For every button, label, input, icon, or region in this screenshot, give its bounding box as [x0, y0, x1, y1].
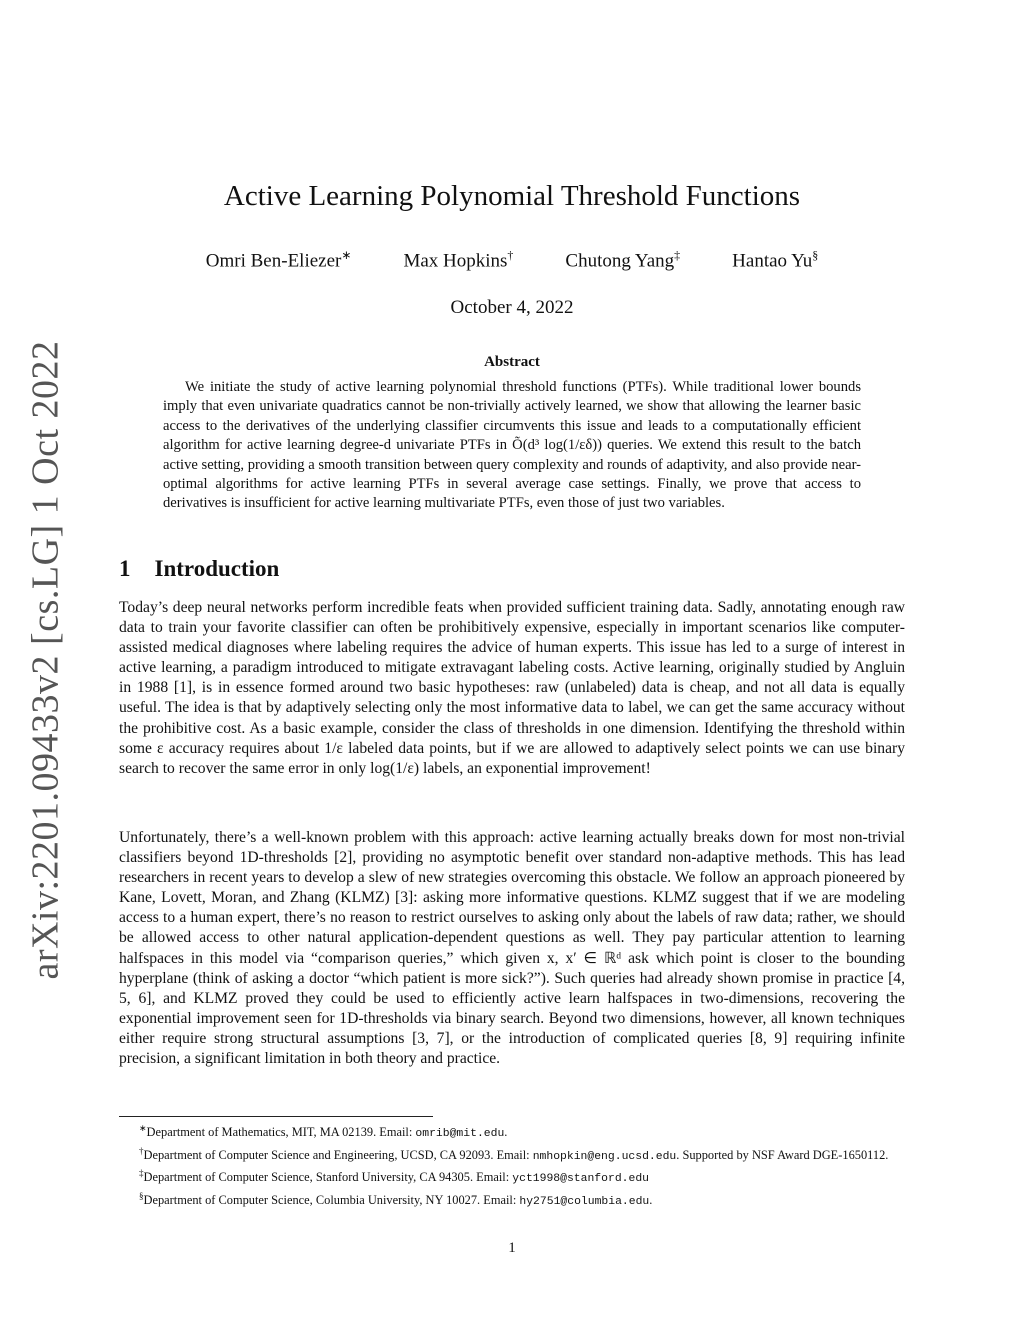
footnote: ∗Department of Mathematics, MIT, MA 02139. Email: omrib@mit.edu.	[139, 1123, 508, 1141]
footnote: §Department of Computer Science, Columbia University, NY 10027. Email: hy2751@columbia.edu.	[139, 1190, 653, 1208]
paper-date: October 4, 2022	[450, 297, 574, 318]
paragraph: Unfortunately, there’s a well-known problem with this approach: active learning actually breaks down for most non-trivial classifiers beyond 1D-thresholds [2], providing no asymptotic benefit over standard non-adaptive methods. This has lead researchers in recent years to develop a slew of new strategies overcoming this obstacle. We follow an approach pioneered by Kane, Lovett, Moran, and Zhang (KLMZ) [3]: asking more informative questions. KLMZ suggest that if we are modeling access to a human expert, there’s no reason to restrict ourselves to asking only about the labels of raw data; rather, we should be allowed access to other natural application-dependent questions as well. They pay particular attention to learning halfspaces in this model via “comparison queries,” which given x, x′ ∈ ℝᵈ ask which point is closer to the bounding hyperplane (think of asking a doctor “which patient is more sick?”). Such queries had already shown promise in practice [4, 5, 6], and KLMZ proved they could be used to efficiently active learn halfspaces in two-dimensions, recovering the exponential improvement seen for 1D-thresholds via binary search. Beyond two dimensions, however, all known techniques either require strong structural assumptions [3, 7], or the introduction of complicated queries [8, 9] requiring infinite precision, a significant limitation in both theory and practice.	[119, 829, 905, 1068]
footnote: †Department of Computer Science and Engineering, UCSD, CA 92093. Email: nmhopkin@eng.ucsd.edu. Supported by NSF Award DGE-1650112.	[139, 1145, 889, 1163]
author-list	[119, 248, 905, 272]
arxiv-stamp-text: arXiv:2201.09433v2 [cs.LG] 1 Oct 2022	[25, 340, 67, 980]
footnote-rule	[119, 1116, 433, 1117]
footnotes	[119, 1120, 905, 1211]
abstract-heading: Abstract	[484, 354, 540, 370]
page-number: 1	[508, 1240, 516, 1256]
email-link[interactable]: nmhopkin@eng.ucsd.edu	[532, 1150, 677, 1163]
email-link[interactable]: omrib@mit.edu	[415, 1128, 505, 1141]
email-link[interactable]: hy2751@columbia.edu	[519, 1196, 650, 1208]
email-link[interactable]: yct1998@stanford.edu	[512, 1173, 649, 1186]
section-title: Introduction	[154, 556, 280, 581]
section-number: 1	[119, 556, 131, 581]
footnote: ‡Department of Computer Science, Stanford University, CA 94305. Email: yct1998@stanford.edu	[139, 1168, 649, 1186]
author: Chutong Yang‡	[565, 248, 681, 272]
paper-title: Active Learning Polynomial Threshold Functions	[223, 180, 801, 212]
author: Omri Ben-Eliezer∗	[205, 248, 352, 272]
abstract-body: We initiate the study of active learning polynomial threshold functions (PTFs). While traditional lower bounds imply that even univariate quadratics cannot be non-trivially actively learned, we show that allowing the learner basic access to the derivatives of the underlying classifier circumvents this issue and leads to a computationally efficient algorithm for active learning degree-d univariate PTFs in Õ(d³ log(1/εδ)) queries. We extend this result to the batch active setting, providing a smooth transition between query complexity and rounds of adaptivity, and also provide near-optimal algorithms for active learning PTFs in several average case settings. Finally, we prove that access to derivatives is insufficient for active learning multivariate PTFs, even those of just two variables.	[163, 379, 861, 512]
author: Max Hopkins†	[403, 248, 514, 272]
section-heading	[119, 556, 279, 582]
arxiv-stamp	[18, 340, 74, 980]
author: Hantao Yu§	[732, 248, 819, 272]
paragraph: Today’s deep neural networks perform incredible feats when provided sufficient training data. Sadly, annotating enough raw data to train your favorite classifier can often be prohibitively expensive, especially in important scenarios like computer-assisted medical diagnoses where labeling requires the advice of human experts. This issue has led to a surge of interest in active learning, a paradigm introduced to mitigate extravagant labeling costs. Active learning, originally studied by Angluin in 1988 [1], is in essence formed around two basic hypotheses: raw (unlabeled) data is cheap, and not all data is equally useful. The idea is that by adaptively selecting only the most informative data to label, we can get the same accuracy without the prohibitive cost. As a basic example, consider the class of thresholds in one dimension. Identifying the threshold within some ε accuracy requires about 1/ε labeled data points, but if we are allowed to adaptively select points we can use binary search to recover the same error in only log(1/ε) labels, an exponential improvement!	[119, 599, 905, 777]
